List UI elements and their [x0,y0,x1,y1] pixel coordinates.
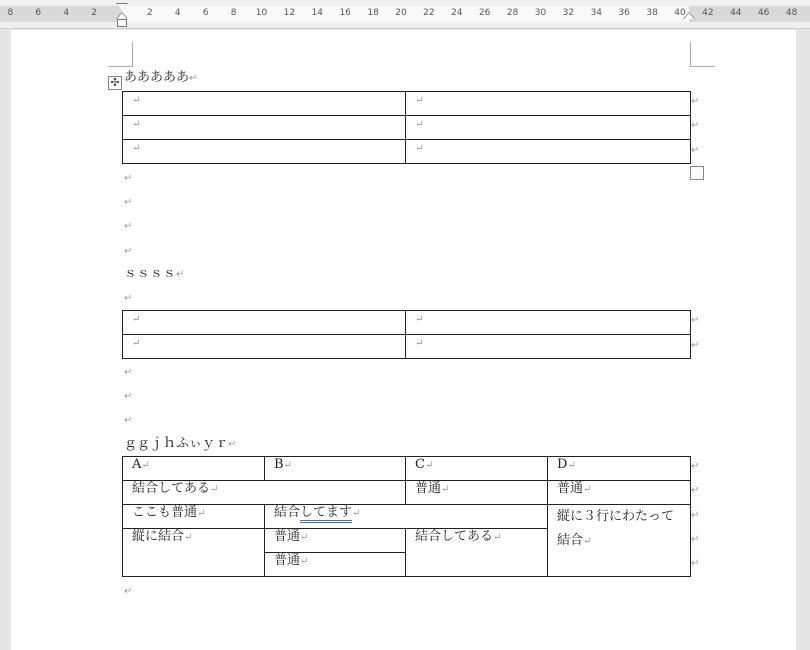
cell-text: 結合 [274,505,301,520]
table-resize-handle[interactable] [690,166,704,180]
cell-mark-icon: ↵ [583,536,592,547]
empty-paragraph[interactable] [124,243,132,260]
table-cell[interactable] [123,140,406,164]
table-2[interactable] [122,310,691,359]
table-1[interactable] [122,91,691,164]
paragraph-mark-icon: ↵ [176,269,185,280]
paragraph-text: あああああ [124,70,190,85]
ruler-number: 28 [506,8,519,18]
table-cell-merged-vertical[interactable] [406,529,548,577]
cell-text: 結合してある [415,529,494,544]
table-cell[interactable] [406,92,691,116]
ruler-number: 14 [311,8,324,18]
cell-text: B [274,457,284,472]
ruler-number: 4 [63,8,70,18]
crop-mark-top-left [108,42,133,67]
paragraph-mark-icon: ↵ [124,197,133,208]
table-cell-d[interactable] [548,457,691,481]
table-cell[interactable] [123,92,406,116]
ruler-number: 6 [202,8,209,18]
ruler-number: 44 [730,8,742,18]
cell-mark-icon: ↵ [184,532,193,543]
table-cell[interactable] [548,481,691,505]
table-cell-c[interactable] [406,457,548,481]
ruler-number: 10 [255,8,268,18]
paragraph-line-3[interactable] [124,436,236,453]
cell-text: A [132,457,142,472]
ruler-number: 4 [174,8,181,18]
ruler-number: 8 [7,8,14,18]
table-cell[interactable] [123,116,406,140]
row-end-mark-icon: ↵ [691,120,700,131]
cell-text: ここも普通 [132,505,198,520]
ruler-number: 18 [367,8,379,18]
crop-mark-top-right [690,42,715,67]
table-cell[interactable] [265,553,406,577]
cell-mark-icon: ↵ [493,532,502,543]
cell-text: 普通 [274,529,301,544]
table-cell[interactable] [406,481,548,505]
paragraph-mark-icon: ↵ [124,367,133,378]
ruler-number: 2 [91,8,97,18]
cell-mark-icon: ↵ [197,508,206,519]
table-cell[interactable] [265,529,406,553]
ruler-number: 38 [646,8,658,18]
cell-mark-icon: ↵ [583,484,592,495]
right-indent-marker-fill [684,13,694,19]
ruler-number: 26 [478,8,491,18]
cell-text: 縦に結合 [132,529,185,544]
ruler-number: 32 [562,8,575,18]
cell-mark-icon: ↵ [300,556,309,567]
cell-mark-icon: ↵ [441,484,450,495]
empty-paragraph[interactable] [124,170,132,187]
cell-mark-icon: ↵ [132,338,141,349]
ruler-number: 30 [534,8,547,18]
ruler-number: 40 [674,8,686,18]
paragraph-text: ｇｇｊｈふぃｙｒ [124,436,229,451]
table-cell[interactable] [406,116,691,140]
cell-mark-icon: ↵ [132,119,141,130]
row-end-mark-icon: ↵ [691,96,700,107]
paragraph-mark-icon: ↵ [124,221,133,232]
cell-mark-icon: ↵ [352,508,361,519]
row-end-mark-icon: ↵ [691,315,700,326]
paragraph-text: ｓｓｓｓ [124,266,177,281]
paragraph-mark-icon: ↵ [124,246,133,257]
table-cell[interactable] [406,140,691,164]
cell-text: 縦に３行にわたって結合 [557,509,675,548]
table-cell[interactable] [123,311,406,335]
row-end-mark-icon: ↵ [691,510,700,521]
cell-text-underlined: してます [300,505,352,523]
cell-mark-icon: ↵ [567,460,576,471]
table-cell[interactable] [406,311,691,335]
table-cell-merged-vertical[interactable] [123,529,265,577]
table-cell-merged-horizontal[interactable] [123,481,406,505]
cell-text: C [415,457,425,472]
empty-paragraph[interactable] [124,218,132,235]
empty-paragraph[interactable] [124,290,132,307]
ruler-number: 34 [590,8,603,18]
paragraph-line-1[interactable] [124,70,197,87]
paragraph-mark-icon: ↵ [124,173,133,184]
cell-mark-icon: ↵ [132,95,141,106]
ruler-number: 20 [395,8,407,18]
empty-paragraph[interactable] [124,194,132,211]
paragraph-mark-icon: ↵ [124,293,133,304]
ruler-number: 36 [618,8,630,18]
empty-paragraph[interactable] [124,388,132,405]
row-end-mark-icon: ↵ [691,558,700,569]
table-3[interactable] [122,456,691,577]
cell-text: 結合してある [132,481,211,496]
cell-text: D [557,457,568,472]
ruler-number: 46 [757,8,770,18]
row-end-mark-icon: ↵ [691,461,700,472]
cell-mark-icon: ↵ [424,460,434,471]
row-end-mark-icon: ↵ [691,534,700,545]
table-cell-b[interactable] [265,457,406,481]
empty-paragraph[interactable] [124,583,132,600]
cell-mark-icon: ↵ [415,143,424,154]
table-cell[interactable] [123,505,265,529]
table-cell[interactable] [123,335,406,359]
paragraph-mark-icon: ↵ [124,415,133,426]
paragraph-mark-icon: ↵ [124,391,133,402]
ruler-number: 8 [230,8,237,18]
cell-mark-icon: ↵ [415,314,424,325]
row-end-mark-icon: ↵ [691,145,700,156]
table-cell[interactable] [406,335,691,359]
cell-text: 普通 [557,481,584,496]
ruler-number: 24 [451,8,463,18]
empty-paragraph[interactable] [124,412,132,429]
cell-text: 普通 [274,553,301,568]
row-end-mark-icon: ↵ [691,340,700,351]
cell-mark-icon: ↵ [300,532,309,543]
cell-mark-icon: ↵ [132,314,141,325]
ruler-number: 6 [35,8,42,18]
paragraph-mark-icon: ↵ [228,439,237,450]
horizontal-ruler[interactable] [0,0,810,29]
row-end-mark-icon: ↵ [691,485,700,496]
cell-mark-icon: ↵ [210,484,219,495]
table-cell-merged-vertical[interactable] [548,505,691,577]
cell-mark-icon: ↵ [415,119,424,130]
table-move-handle-icon[interactable]: ✣ [108,76,122,90]
table-cell-merged-horizontal[interactable] [265,505,548,529]
cell-mark-icon: ↵ [415,95,424,106]
first-line-indent-marker-fill [117,4,127,11]
ruler-number: 12 [283,8,296,18]
ruler-number: 48 [785,8,798,18]
cell-mark-icon: ↵ [415,338,424,349]
paragraph-line-2[interactable] [124,266,184,283]
cell-text: 普通 [415,481,442,496]
cell-mark-icon: ↵ [132,143,141,154]
cell-mark-icon: ↵ [283,460,292,471]
ruler-number: 22 [423,8,435,18]
ruler-number: 16 [339,8,351,18]
ruler-number: 2 [147,8,153,18]
paragraph-mark-icon: ↵ [189,73,198,84]
cell-mark-icon: ↵ [141,460,150,471]
ruler-number: 42 [702,8,714,18]
table-cell-a[interactable] [123,457,265,481]
left-indent-marker[interactable] [117,19,127,27]
empty-paragraph[interactable] [124,364,132,381]
paragraph-mark-icon: ↵ [124,586,133,597]
